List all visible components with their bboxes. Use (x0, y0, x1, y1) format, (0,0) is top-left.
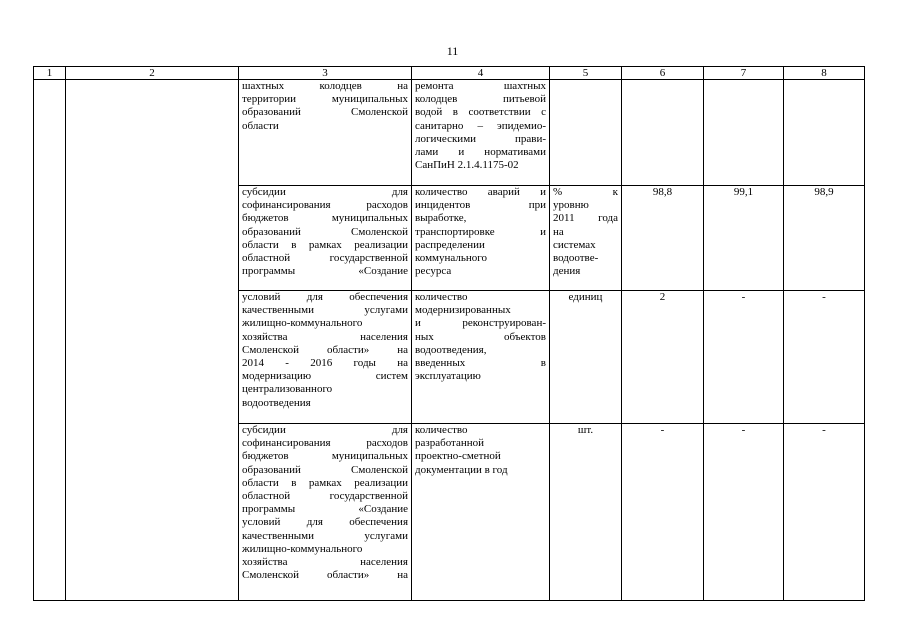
text-line: инцидентов при (415, 199, 546, 212)
text-line: водоотведения (242, 396, 311, 409)
header-cell: 8 (784, 67, 865, 80)
text-line: бюджетов муниципальных (242, 212, 408, 225)
text-line: областной государственной (242, 490, 408, 503)
measure-text-cell (239, 80, 412, 186)
text-line: софинансирования расходов (242, 437, 408, 450)
text-line: и реконструирован- (415, 317, 546, 330)
text-line: области (242, 119, 279, 132)
text-line: лами и нормативами (415, 146, 546, 159)
text-line: ресурса (415, 265, 452, 278)
text-line: водоотве- (553, 252, 599, 265)
text-line: шахтных колодцев на (242, 80, 408, 92)
text-line: водой в соответствии с (415, 106, 546, 119)
text-line: единиц (568, 291, 603, 303)
value-2014-cell (622, 80, 704, 186)
value-2016-cell (784, 80, 865, 186)
text-line: введенных в (415, 357, 546, 370)
value-2015-cell (704, 80, 784, 186)
header-row (34, 67, 865, 80)
value-2016-cell: - (784, 424, 865, 601)
text-line: бюджетов муниципальных (242, 450, 408, 463)
header-cell: 3 (239, 67, 412, 80)
text-line: жилищно-коммунального (242, 542, 363, 555)
text-line: количество аварий и (415, 186, 546, 198)
text-line: 2011 года (553, 212, 618, 225)
text-line: хозяйства населения (242, 556, 408, 569)
text-line: санитарно – эпидемио- (415, 119, 546, 132)
text-line: субсидии для (242, 186, 408, 198)
col1-cell (34, 80, 66, 601)
text-line: разработанной (415, 437, 485, 450)
header-cell: 5 (550, 67, 622, 80)
text-line: эксплуатацию (415, 370, 481, 383)
value-2015-cell: - (704, 291, 784, 424)
table-row (34, 80, 865, 186)
unit-cell (550, 291, 622, 424)
text-line: системах (553, 238, 596, 251)
text-line: коммунального (415, 252, 487, 265)
text-line: образований Смоленской (242, 106, 408, 119)
text-line: ных объектов (415, 330, 546, 343)
text-line: Смоленской области» на (242, 343, 408, 356)
text-line: транспортировке и (415, 225, 546, 238)
measure-text-cell (239, 291, 412, 424)
text-line: областной государственной (242, 252, 408, 265)
text-line: территории муниципальных (242, 93, 408, 106)
header-cell: 7 (704, 67, 784, 80)
text-line: выработке, (415, 212, 467, 225)
value-2015-cell: 99,1 (704, 186, 784, 291)
text-line: количество (415, 424, 468, 436)
unit-cell (550, 186, 622, 291)
text-line: колодцев питьевой (415, 93, 546, 106)
text-line: жилищно-коммунального (242, 317, 363, 330)
text-line: водоотведения, (415, 343, 487, 356)
indicator-text-cell (412, 424, 550, 601)
indicator-text-cell (412, 291, 550, 424)
text-line: логическими прави- (415, 132, 546, 145)
text-line: образований Смоленской (242, 225, 408, 238)
value-2014-cell: 98,8 (622, 186, 704, 291)
indicator-text-cell (412, 186, 550, 291)
header-cell: 4 (412, 67, 550, 80)
indicators-table (33, 66, 865, 601)
text-line: дения (553, 265, 581, 278)
text-line: распределении (415, 238, 485, 251)
text-line: области в рамках реализации (242, 238, 408, 251)
text-line: % к (553, 186, 618, 198)
text-line: на (553, 225, 564, 238)
value-2016-cell: 98,9 (784, 186, 865, 291)
text-line: программы «Создание (242, 503, 408, 516)
text-line: проектно-сметной (415, 450, 501, 463)
text-line: документации в год (415, 463, 508, 476)
text-line: модернизацию систем (242, 370, 408, 383)
text-line: Смоленской области» на (242, 569, 408, 582)
indicator-text-cell (412, 80, 550, 186)
value-2015-cell: - (704, 424, 784, 601)
text-line: модернизированных (415, 304, 511, 317)
text-line: уровню (553, 199, 589, 212)
measure-text-cell (239, 424, 412, 601)
text-line: централизованного (242, 383, 333, 396)
value-2014-cell: - (622, 424, 704, 601)
text-line: образований Смоленской (242, 463, 408, 476)
text-line: условий для обеспечения (242, 291, 408, 303)
text-line: качественными услугами (242, 304, 408, 317)
value-2014-cell: 2 (622, 291, 704, 424)
text-line: софинансирования расходов (242, 199, 408, 212)
header-cell: 1 (34, 67, 66, 80)
text-line: качественными услугами (242, 529, 408, 542)
measure-text-cell (239, 186, 412, 291)
unit-cell (550, 80, 622, 186)
text-line: условий для обеспечения (242, 516, 408, 529)
text-line: СанПиН 2.1.4.1175-02 (415, 159, 519, 172)
header-cell: 2 (66, 67, 239, 80)
text-line: программы «Создание (242, 265, 408, 278)
text-line: количество (415, 291, 468, 303)
text-line: шт. (577, 424, 594, 436)
text-line: области в рамках реализации (242, 476, 408, 489)
header-cell: 6 (622, 67, 704, 80)
text-line: 2014 - 2016 годы на (242, 357, 408, 370)
value-2016-cell: - (784, 291, 865, 424)
col2-cell (66, 80, 239, 601)
unit-cell (550, 424, 622, 601)
text-line: субсидии для (242, 424, 408, 436)
page-number: 11 (446, 44, 459, 58)
text-line: хозяйства населения (242, 330, 408, 343)
text-line: ремонта шахтных (415, 80, 546, 92)
